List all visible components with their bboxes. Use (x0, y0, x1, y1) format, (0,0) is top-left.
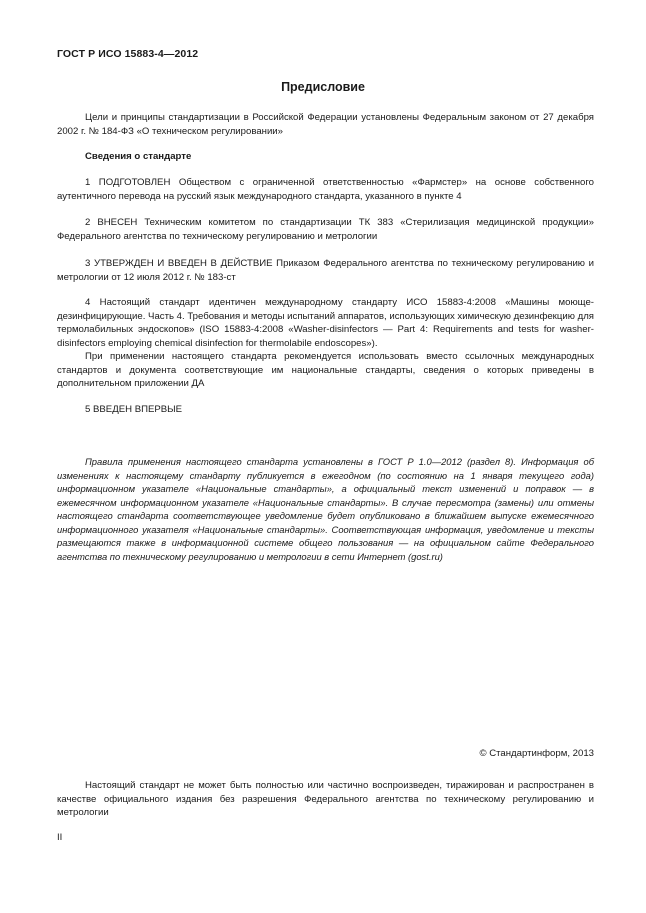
item-4-note-paragraph: При применении настоящего стандарта рекомендуется использовать вместо ссылочных международных стандартов и документа соответствующие им национальные стандарты, сведения о которых приведены в дополнительном приложении ДА (57, 351, 594, 389)
item-1-section (57, 176, 594, 203)
page-title: Предисловие (281, 80, 365, 94)
document-code-header: ГОСТ Р ИСО 15883-4—2012 (57, 48, 199, 60)
item-5-section (57, 403, 594, 417)
rules-note-section (57, 455, 594, 563)
page-number: II (57, 832, 63, 843)
copyright-line: © Стандартинформ, 2013 (479, 748, 594, 759)
standard-info-heading: Сведения о стандарте (85, 151, 192, 162)
reproduction-notice-paragraph: Настоящий стандарт не может быть полностью или частично воспроизведен, тиражирован и распространен в качестве официального издания без разрешения Федерального агентства по техническому регулированию и метрологии (57, 780, 594, 818)
item-2-paragraph: 2 ВНЕСЕН Техническим комитетом по стандартизации ТК 383 «Стерилизация медицинской продукции» Федерального агентства по техническому регулированию и метрологии (57, 217, 594, 242)
item-3-section (57, 257, 594, 284)
item-2-section (57, 216, 594, 243)
reproduction-notice-section (57, 779, 594, 820)
rules-note-paragraph: Правила применения настоящего стандарта установлены в ГОСТ Р 1.0—2012 (раздел 8). Информация об изменениях к настоящему стандарту публикуется в ежегодном (по состоянию на 1 января текущего года) информационном указателе «Национальные стандарты», а официальный текст изменений и поправок — в ежемесячном информационном указателе «Национальные стандарты». В случае пересмотра (замены) или отмены настоящего стандарта соответствующее уведомление будет опубликовано в ближайшем выпуске ежемесячного информационного указателя «Национальные стандарты». Соответствующая информация, уведомление и тексты размещаются также в информационной системе общего пользования — на официальном сайте Федерального агентства по техническому регулированию и метрологии в сети Интернет (gost.ru) (57, 456, 594, 562)
item-4-section (57, 296, 594, 391)
item-1-paragraph: 1 ПОДГОТОВЛЕН Обществом с ограниченной ответственностью «Фармстер» на основе собственного аутентичного перевода на русский язык международного стандарта, указанного в пункте 4 (57, 177, 594, 202)
item-5-paragraph: 5 ВВЕДЕН ВПЕРВЫЕ (85, 404, 183, 415)
intro-section (57, 111, 594, 138)
item-3-paragraph: 3 УТВЕРЖДЕН И ВВЕДЕН В ДЕЙСТВИЕ Приказом Федерального агентства по техническому регулированию и метрологии от 12 июля 2012 г. № 183-ст (57, 258, 594, 283)
item-4-paragraph: 4 Настоящий стандарт идентичен международному стандарту ИСО 15883-4:2008 «Машины моюще-дезинфицирующие. Часть 4. Требования и методы испытаний аппаратов, использующих химическую дезинфекцию для термолабильных эндоскопов» (ISO 15883-4:2008 «Washer-disinfectors — Part 4: Requirements and tests for washer-disinfectors employing chemical disinfection for thermolabile endoscopes»). (57, 297, 594, 349)
intro-paragraph: Цели и принципы стандартизации в Российской Федерации установлены Федеральным законом от 27 декабря 2002 г. № 184-ФЗ «О техническом регулировании» (57, 112, 594, 137)
